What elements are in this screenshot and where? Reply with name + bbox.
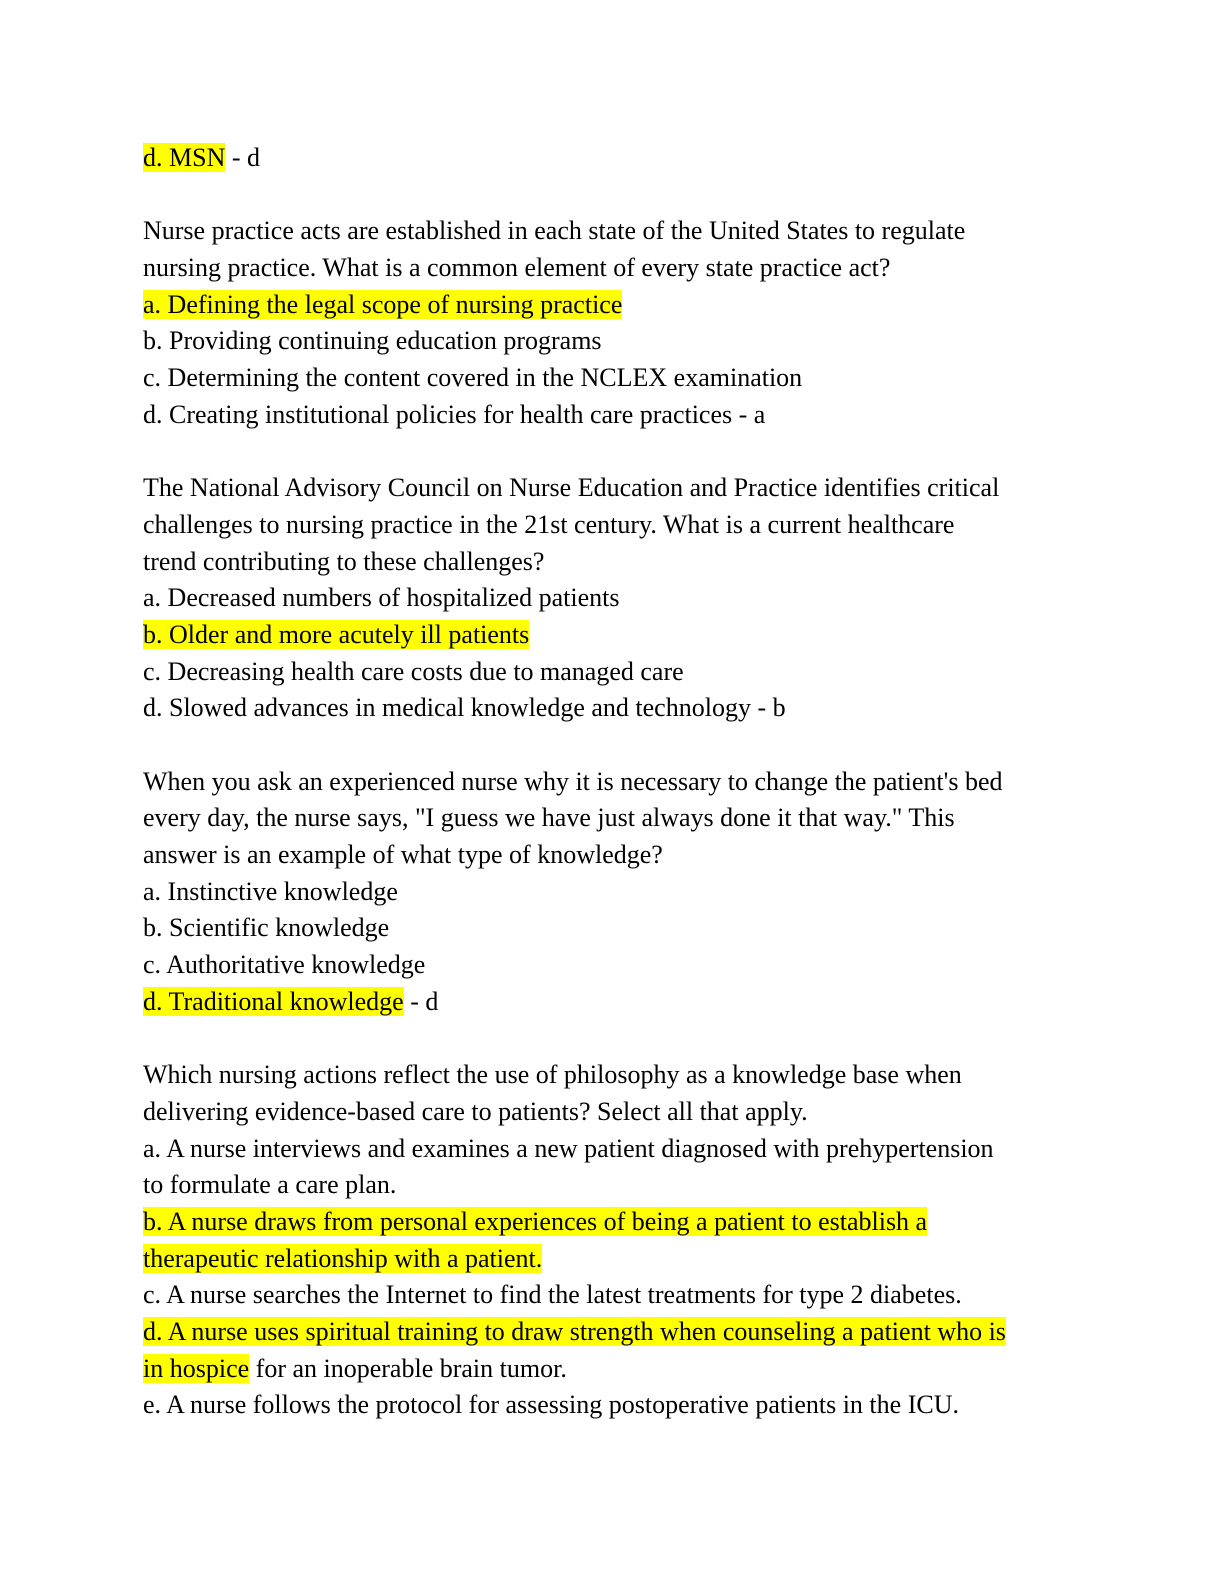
question-stem-line: nursing practice. What is a common element of every state practice act? [143, 253, 891, 283]
option-d: d. Creating institutional policies for health care practices - a [143, 399, 766, 429]
option-d: d. Slowed advances in medical knowledge and technology - b [143, 693, 786, 723]
option-b [143, 1204, 1083, 1241]
option-a [143, 287, 1083, 324]
question-1 [143, 213, 1083, 433]
question-stem-line: challenges to nursing practice in the 21st century. What is a current healthcare [143, 509, 955, 539]
question-2 [143, 470, 1083, 727]
previous-answer-line [143, 140, 1083, 177]
question-stem-line: delivering evidence-based care to patients? Select all that apply. [143, 1096, 808, 1126]
highlighted-answer: d. A nurse uses spiritual training to draw strength when counseling a patient who is [143, 1317, 1006, 1346]
option-b: b. Scientific knowledge [143, 913, 390, 943]
option-a: a. Instinctive knowledge [143, 876, 398, 906]
answer-key: - d [403, 986, 439, 1016]
option-c: c. Authoritative knowledge [143, 950, 426, 980]
option-c: c. Determining the content covered in the NCLEX examination [143, 363, 803, 393]
highlighted-answer: therapeutic relationship with a patient. [143, 1243, 543, 1273]
option-c: c. A nurse searches the Internet to find the latest treatments for type 2 diabetes. [143, 1280, 962, 1310]
highlighted-answer: d. MSN [143, 143, 226, 172]
option-c: c. Decreasing health care costs due to managed care [143, 656, 684, 686]
answer-key: - d [225, 143, 261, 172]
option-d [143, 984, 1083, 1021]
highlighted-answer: in hospice [143, 1353, 250, 1383]
option-e: e. A nurse follows the protocol for assessing postoperative patients in the ICU. [143, 1390, 959, 1420]
question-4 [143, 1057, 1083, 1424]
option-text: for an inoperable brain tumor. [249, 1353, 567, 1383]
question-stem-line: Which nursing actions reflect the use of philosophy as a knowledge base when [143, 1060, 962, 1090]
option-d [143, 1314, 1083, 1351]
question-3 [143, 764, 1083, 1021]
question-stem-line: Nurse practice acts are established in each state of the United States to regulate [143, 216, 966, 246]
option-b [143, 617, 1083, 654]
document-page [143, 140, 1083, 1424]
option-a: a. Decreased numbers of hospitalized patients [143, 583, 620, 613]
option-a-continued: to formulate a care plan. [143, 1170, 397, 1200]
option-b: b. Providing continuing education programs [143, 326, 602, 356]
highlighted-answer: b. A nurse draws from personal experiences of being a patient to establish a [143, 1206, 928, 1236]
question-stem-line: The National Advisory Council on Nurse Education and Practice identifies critical [143, 473, 1000, 503]
question-stem-line: When you ask an experienced nurse why it is necessary to change the patient's bed [143, 766, 1003, 796]
question-stem-line: answer is an example of what type of knowledge? [143, 840, 663, 870]
highlighted-answer: b. Older and more acutely ill patients [143, 619, 530, 649]
option-b-continued [143, 1241, 1083, 1278]
question-stem-line: every day, the nurse says, "I guess we have just always done it that way." This [143, 803, 955, 833]
option-d-continued [143, 1351, 1083, 1388]
highlighted-answer: a. Defining the legal scope of nursing practice [143, 289, 623, 319]
option-a: a. A nurse interviews and examines a new patient diagnosed with prehypertension [143, 1133, 994, 1163]
question-stem-line: trend contributing to these challenges? [143, 546, 545, 576]
highlighted-answer: d. Traditional knowledge [143, 986, 404, 1016]
